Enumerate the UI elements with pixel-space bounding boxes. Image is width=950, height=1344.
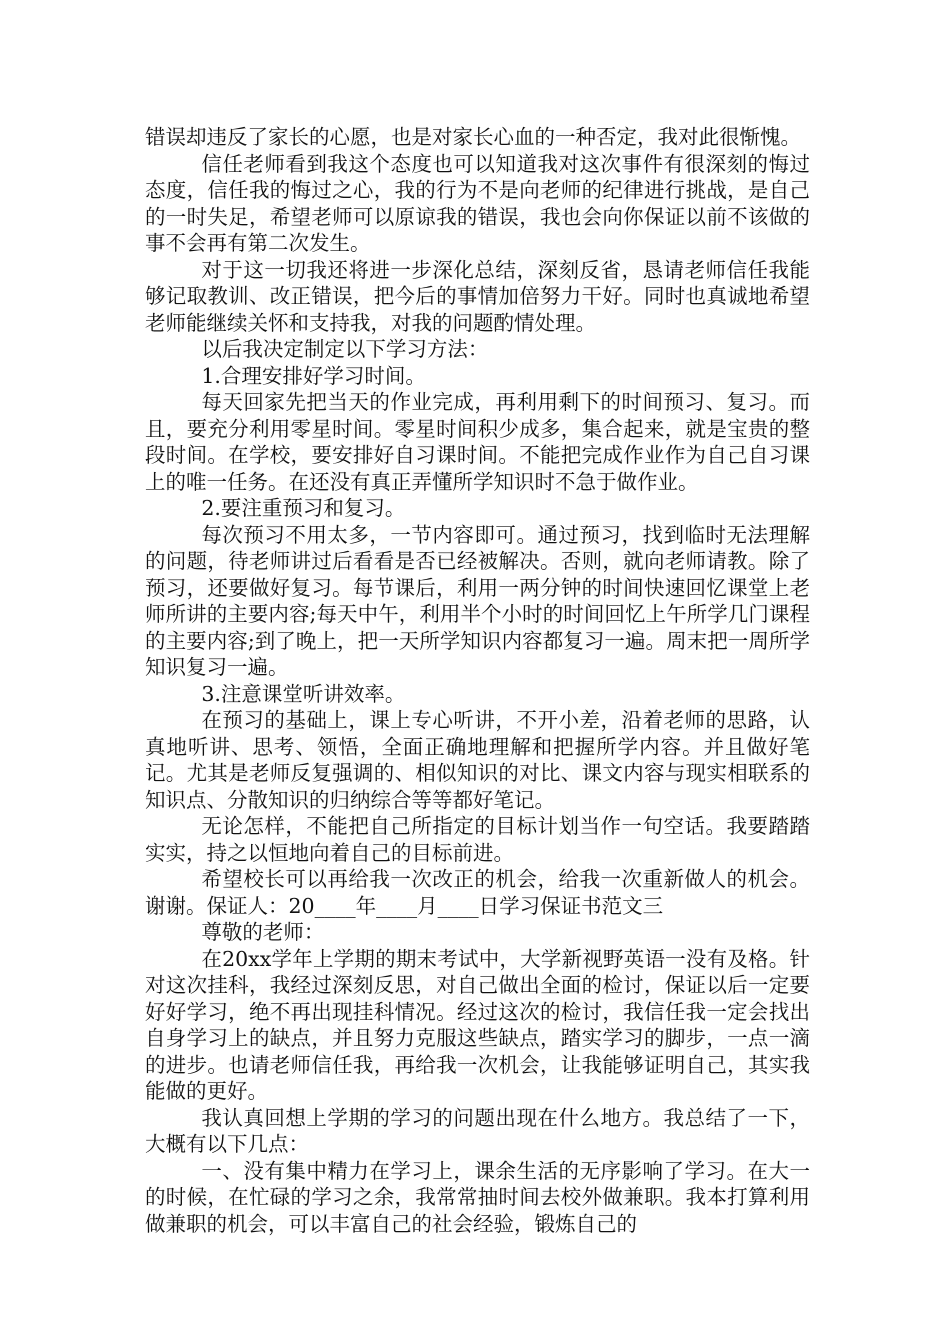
paragraph: 希望校长可以再给我一次改正的机会，给我一次重新做人的机会。 谢谢。保证人：20____年____月____日学习保证书范文三 (145, 867, 810, 918)
paragraph: 一、没有集中精力在学习上，课余生活的无序影响了学习。在大一的时候，在忙碌的学习之余，我常常抽时间去校外做兼职。我本打算利用做兼职的机会，可以丰富自己的社会经验，锻炼自己的 (145, 1158, 810, 1236)
paragraph: 以后我决定制定以下学习方法： (201, 337, 489, 361)
paragraph: 无论怎样，不能把自己所指定的目标计划当作一句空话。我要踏踏实实，持之以恒地向着自己的目标前进。 (145, 814, 810, 865)
paragraph: 信任老师看到我这个态度也可以知道我对这次事件有很深刻的悔过态度，信任我的悔过之心，我的行为不是向老师的纪律进行挑战，是自己的一时失足，希望老师可以原谅我的错误，我也会向你保证以前不该做的事不会再有第二次发生。 (145, 151, 810, 255)
document-body (145, 124, 810, 1237)
list-heading: 2.要注重预习和复习。 (201, 496, 406, 520)
list-heading: 1.合理安排好学习时间。 (201, 363, 426, 388)
paragraph: 错误却违反了家长的心愿，也是对家长心血的一种否定，我对此很惭愧。 (145, 125, 801, 149)
paragraph: 在预习的基础上，课上专心听讲，不开小差，沿着老师的思路，认真地听讲、思考、领悟，全面正确地理解和把握所学内容。并且做好笔记。尤其是老师反复强调的、相似知识的对比、课文内容与现实相联系的知识点、分散知识的归纳综合等等都好笔记。 (145, 708, 810, 812)
paragraph: 每次预习不用太多，一节内容即可。通过预习，找到临时无法理解的问题，待老师讲过后看看是否已经被解决。否则，就向老师请教。除了预习，还要做好复习。每节课后，利用一两分钟的时间快速回忆课堂上老师所讲的主要内容;每天中午，利用半个小时的时间回忆上午所学几门课程的主要内容;到了晚上，把一天所学知识内容都复习一遍。周末把一周所学知识复习一遍。 (145, 522, 810, 679)
paragraph: 在20xx学年上学期的期末考试中，大学新视野英语一没有及格。针对这次挂科，我经过深刻反思，对自己做出全面的检讨，保证以后一定要好好学习，绝不再出现挂科情况。经过这次的检讨，我信任我一定会找出自身学习上的缺点，并且努力克服这些缺点，踏实学习的脚步，一点一滴的进步。也请老师信任我，再给我一次机会，让我能够证明自己，其实我能做的更好。 (145, 946, 810, 1103)
paragraph: 对于这一切我还将进一步深化总结，深刻反省，恳请老师信任我能够记取教训、改正错误，把今后的事情加倍努力干好。同时也真诚地希望老师能继续关怀和支持我，对我的问题酌情处理。 (145, 257, 810, 335)
paragraph: 每天回家先把当天的作业完成，再利用剩下的时间预习、复习。而且，要充分利用零星时间。零星时间积少成多，集合起来，就是宝贵的整段时间。在学校，要安排好自习课时间。不能把完成作业作为自己自习课上的唯一任务。在还没有真正弄懂所学知识时不急于做作业。 (145, 390, 810, 494)
salutation: 尊敬的老师： (201, 920, 325, 944)
list-heading: 3.注意课堂听讲效率。 (201, 681, 406, 706)
paragraph: 我认真回想上学期的学习的问题出现在什么地方。我总结了一下，大概有以下几点： (145, 1105, 810, 1156)
